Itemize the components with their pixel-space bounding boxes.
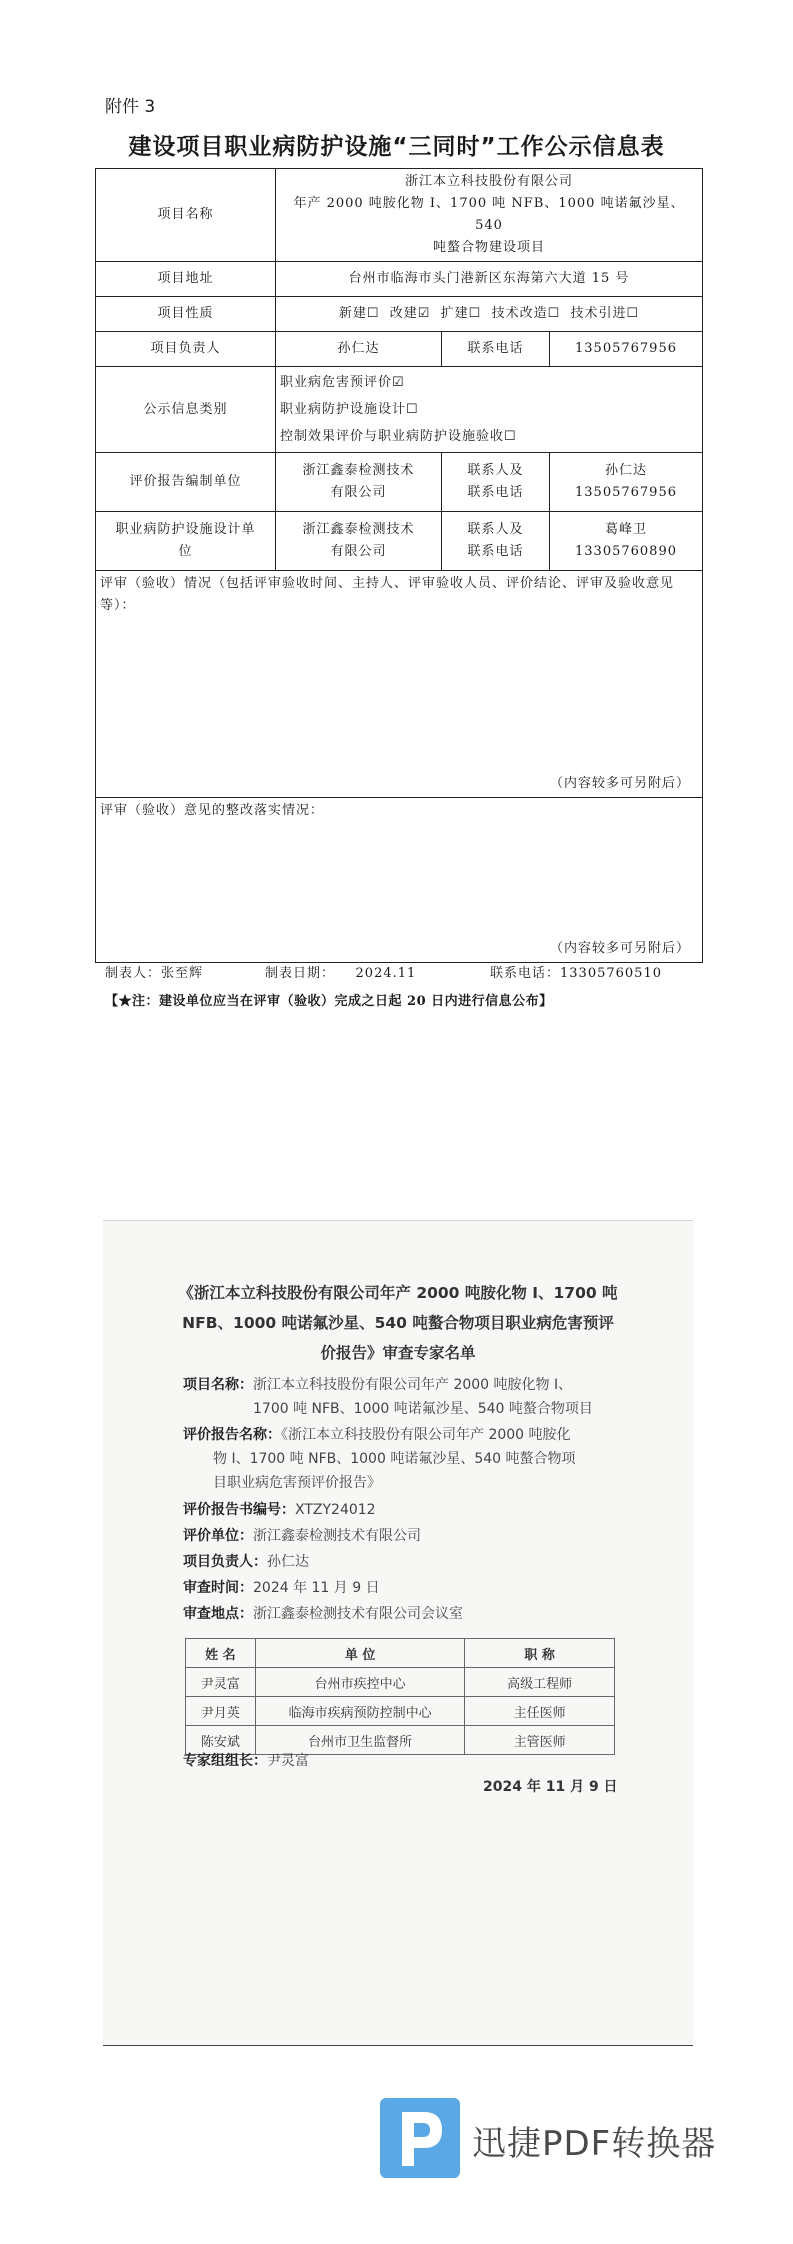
field-value: XTZY24012 [295,1502,376,1518]
design-unit-line: 有限公司 [330,544,387,559]
field-value: 《浙江本立科技股份有限公司年产 2000 吨胺化 [281,1427,571,1443]
project-name-label: 项目名称 [96,169,276,262]
contact-label-line: 联系人及 [467,522,524,537]
manager-phone: 13505767956 [550,332,703,367]
footer-date: 制表日期： 2024.11 [265,966,417,981]
design-unit-label-line: 职业病防护设施设计单 [115,522,256,537]
field-value: 1700 吨 NFB、1000 吨诺氟沙星、540 吨螯合物项目 [253,1401,593,1417]
scanned-expert-list [103,1220,693,2046]
pdf-converter-logo-icon [380,2098,460,2178]
scan-title [143,1278,653,1368]
nature-label: 项目性质 [96,297,276,332]
expert-table [185,1638,615,1755]
table-row [186,1668,615,1697]
rectify-more-note: （内容较多可另附后） [550,941,691,956]
report-contact-name: 孙仁达 [605,463,648,478]
footer-phone: 联系电话：13305760510 [490,966,662,981]
rectify-text: 评审（验收）意见的整改落实情况： [100,803,325,818]
field-label: 项目名称： [183,1377,253,1393]
scan-review-place [183,1602,643,1626]
field-value: 2024 年 11 月 9 日 [253,1580,380,1596]
project-name-line: 吨螯合物建设项目 [433,240,546,255]
contact-label-line: 联系人及 [467,463,524,478]
field-label: 专家组组长： [183,1753,267,1769]
row-design-unit [96,512,703,571]
field-label: 审查地点： [183,1606,253,1622]
manager-label: 项目负责人 [96,332,276,367]
expert-unit: 台州市疾控中心 [255,1668,464,1697]
design-contact-phone: 13305760890 [575,544,677,559]
expert-title: 主管医师 [465,1726,615,1755]
scan-title-line: 《浙江本立科技股份有限公司年产 2000 吨胺化物 I、1700 吨 [178,1284,618,1302]
design-unit-line: 浙江鑫泰检测技术 [302,522,415,537]
scan-title-line: NFB、1000 吨诺氟沙星、540 吨螯合物项目职业病危害预评 [182,1314,614,1332]
field-value: 物 I、1700 吨 NFB、1000 吨诺氟沙星、540 吨螯合物项 [213,1451,576,1467]
address-label: 项目地址 [96,262,276,297]
field-value: 尹灵富 [267,1753,309,1769]
scan-date: 2024 年 11 月 9 日 [483,1779,618,1795]
category-option-acceptance[interactable]: 控制效果评价与职业病防护设施验收☐ [280,429,517,444]
scan-eval-unit [183,1524,643,1548]
watermark-text: 迅捷PDF转换器 [472,2124,717,2164]
expert-unit: 台州市卫生监督所 [255,1726,464,1755]
report-contact-label [442,453,550,512]
row-project-name [96,169,703,262]
category-option-preassessment[interactable]: 职业病危害预评价☑ [280,375,405,390]
row-rectify [96,798,703,963]
header-unit: 单 位 [255,1639,464,1668]
expert-name: 尹月英 [186,1697,256,1726]
expert-title: 主任医师 [465,1697,615,1726]
info-table [95,168,703,963]
field-label: 评价报告书编号： [183,1502,295,1518]
design-unit-label-line: 位 [178,544,193,559]
contact-label-line: 联系电话 [467,544,524,559]
table-row [186,1697,615,1726]
row-report-unit [96,453,703,512]
scan-leader [183,1550,643,1574]
review-more-note: （内容较多可另附后） [550,776,691,791]
scan-top-rule [103,1220,693,1221]
field-label: 审查时间： [183,1580,253,1596]
project-name-line: 年产 2000 吨胺化物 I、1700 吨 NFB、1000 吨诺氟沙星、540 [293,196,685,233]
category-option-design[interactable]: 职业病防护设施设计☐ [280,402,419,417]
category-label: 公示信息类别 [96,367,276,453]
scan-title-line: 价报告》审查专家名单 [320,1344,476,1362]
scan-report-number [183,1498,643,1522]
page-title: 建设项目职业病防护设施“三同时”工作公示信息表 [128,134,665,160]
design-contact-label [442,512,550,571]
field-value: 目职业病危害预评价报告》 [213,1475,381,1491]
design-contact-name: 葛峰卫 [605,522,648,537]
report-unit-line: 浙江鑫泰检测技术 [302,463,415,478]
footer-note: 【★注：建设单位应当在评审（验收）完成之日起 20 日内进行信息公布】 [105,994,553,1009]
field-value: 浙江鑫泰检测技术有限公司 [253,1528,421,1544]
row-review [96,571,703,798]
address-value: 台州市临海市头门港新区东海第六大道 15 号 [276,262,703,297]
field-label: 评价报告名称： [183,1427,281,1443]
report-contact-value [550,453,703,512]
field-label: 评价单位： [183,1528,253,1544]
header-name: 姓 名 [186,1639,256,1668]
header-title: 职 称 [465,1639,615,1668]
scan-review-time [183,1576,643,1600]
design-unit-label [96,512,276,571]
nature-options[interactable]: 新建☐ 改建☑ 扩建☐ 技术改造☐ 技术引进☐ [276,297,703,332]
report-contact-phone: 13505767956 [575,485,677,500]
attachment-label: 附件 3 [105,97,156,117]
row-nature [96,297,703,332]
row-address [96,262,703,297]
expert-unit: 临海市疾病预防控制中心 [255,1697,464,1726]
scan-bottom-rule [103,2045,693,2046]
scan-report-name [183,1423,643,1495]
field-value: 孙仁达 [267,1554,309,1570]
row-category [96,367,703,453]
field-label: 项目负责人： [183,1554,267,1570]
row-manager [96,332,703,367]
project-name-line: 浙江本立科技股份有限公司 [405,174,574,189]
review-section[interactable] [96,571,703,798]
design-unit-value [276,512,442,571]
rectify-section[interactable] [96,798,703,963]
review-text: 评审（验收）情况（包括评审验收时间、主持人、评审验收人员、评价结论、评审及验收意见等）： [100,576,675,613]
category-options [276,367,703,453]
scan-project-name [183,1373,643,1421]
expert-title: 高级工程师 [465,1668,615,1697]
design-contact-value [550,512,703,571]
footer-maker: 制表人：张至辉 [105,966,204,981]
field-value: 浙江鑫泰检测技术有限公司会议室 [253,1606,463,1622]
scan-group-leader [183,1750,309,1770]
phone-label: 联系电话 [442,332,550,367]
report-unit-value [276,453,442,512]
field-value: 浙江本立科技股份有限公司年产 2000 吨胺化物 I、 [253,1377,573,1393]
contact-label-line: 联系电话 [467,485,524,500]
expert-table-header [186,1639,615,1668]
report-unit-line: 有限公司 [330,485,387,500]
watermark [380,2098,740,2178]
expert-name: 尹灵富 [186,1668,256,1697]
project-name-value [276,169,703,262]
manager-value: 孙仁达 [276,332,442,367]
report-unit-label: 评价报告编制单位 [96,453,276,512]
expert-name: 陈安斌 [186,1726,256,1755]
